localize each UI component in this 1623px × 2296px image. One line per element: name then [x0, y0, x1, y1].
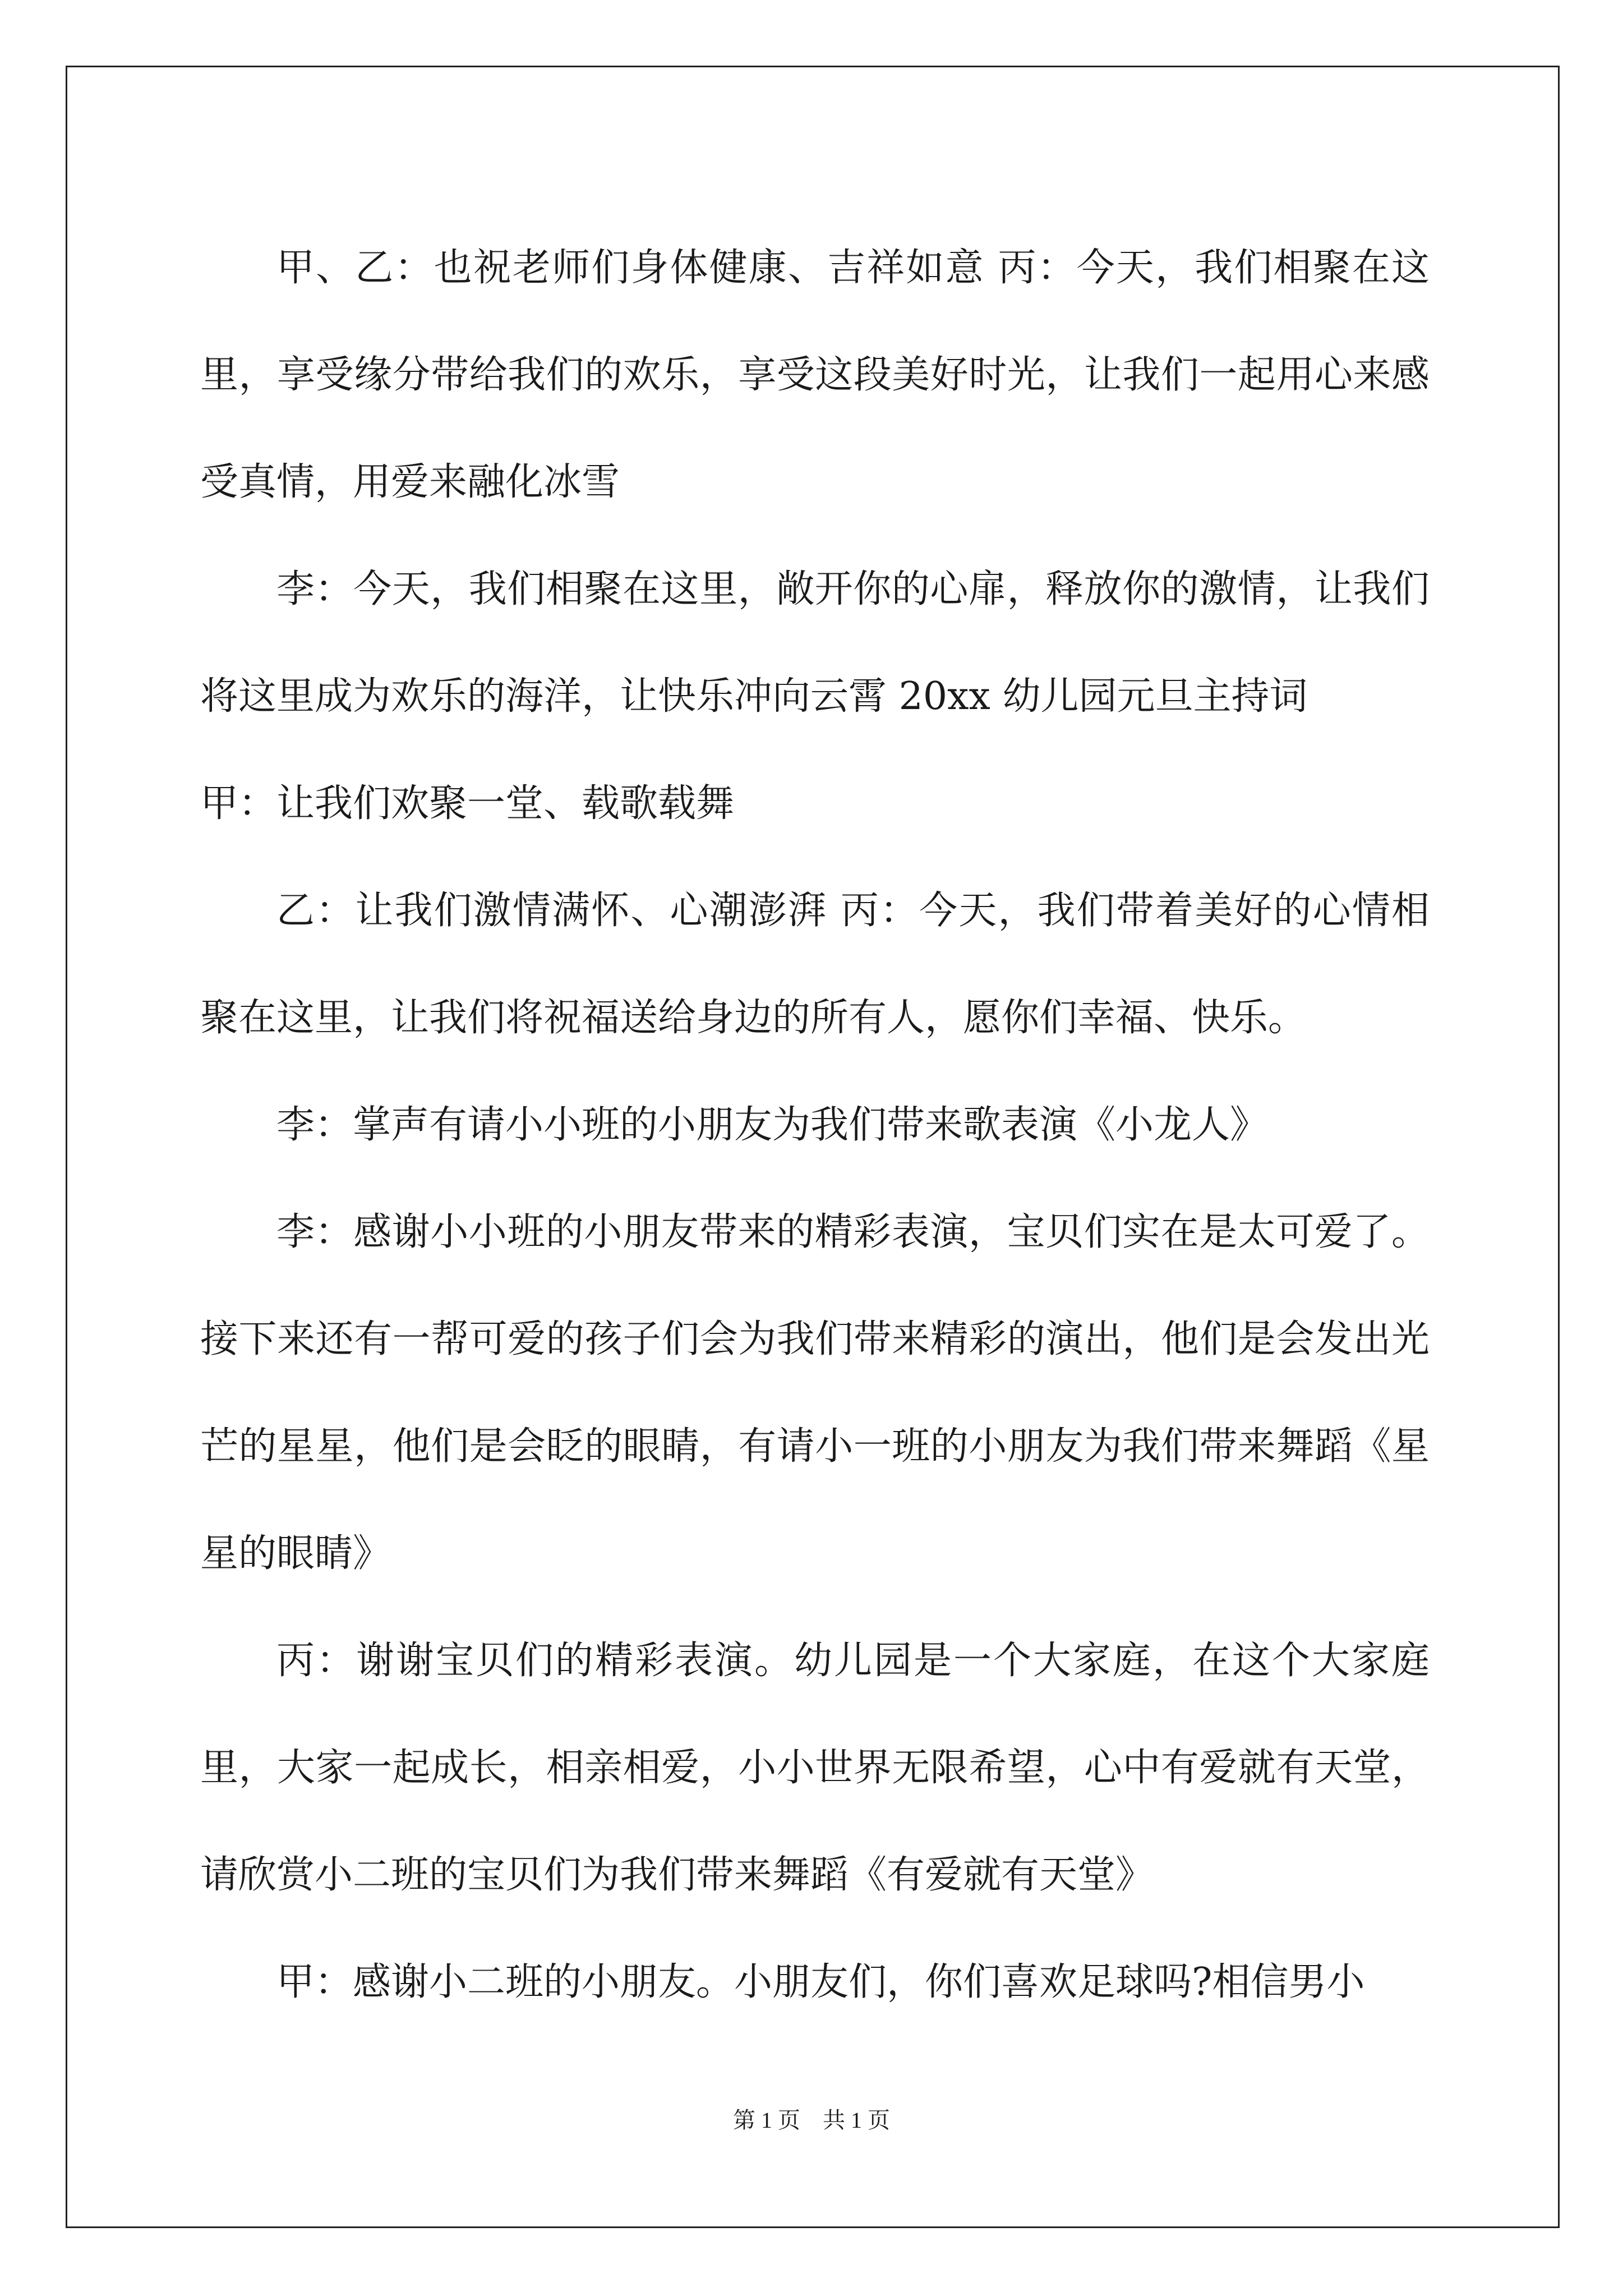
document-body [200, 214, 1430, 2036]
paragraph: 丙：谢谢宝贝们的精彩表演。幼儿园是一个大家庭，在这个大家庭里，大家一起成长，相亲相爱，小小世界无限希望，心中有爱就有天堂，请欣赏小二班的宝贝们为我们带来舞蹈《有爱就有天堂》 [200, 1639, 1430, 1897]
paragraph: 甲：感谢小二班的小朋友。小朋友们，你们喜欢足球吗?相信男小 [276, 1960, 1365, 2004]
paragraph: 乙：让我们激情满怀、心潮澎湃 丙：今天，我们带着美好的心情相聚在这里，让我们将祝福送给身边的所有人，愿你们幸福、快乐。 [200, 889, 1430, 1040]
paragraph: 李：感谢小小班的小朋友带来的精彩表演，宝贝们实在是太可爱了。接下来还有一帮可爱的孩子们会为我们带来精彩的演出，他们是会发出光芒的星星，他们是会眨的眼睛，有请小一班的小朋友为我们带来舞蹈《星星的眼睛》 [200, 1210, 1430, 1576]
page-footer [0, 2102, 1623, 2134]
paragraph: 李：掌声有请小小班的小朋友为我们带来歌表演《小龙人》 [276, 1103, 1269, 1147]
paragraph: 甲：让我们欢聚一堂、载歌载舞 [200, 781, 735, 826]
page-number: 第 1 页 [733, 2108, 800, 2133]
paragraph: 李：今天，我们相聚在这里，敞开你的心扉，释放你的激情，让我们将这里成为欢乐的海洋，让快乐冲向云霄 20xx 幼儿园元旦主持词 [200, 567, 1430, 719]
page-total: 共 1 页 [823, 2108, 890, 2133]
paragraph: 甲、乙：也祝老师们身体健康、吉祥如意 丙：今天，我们相聚在这里，享受缘分带给我们的欢乐，享受这段美好时光，让我们一起用心来感受真情，用爱来融化冰雪 [200, 246, 1430, 504]
